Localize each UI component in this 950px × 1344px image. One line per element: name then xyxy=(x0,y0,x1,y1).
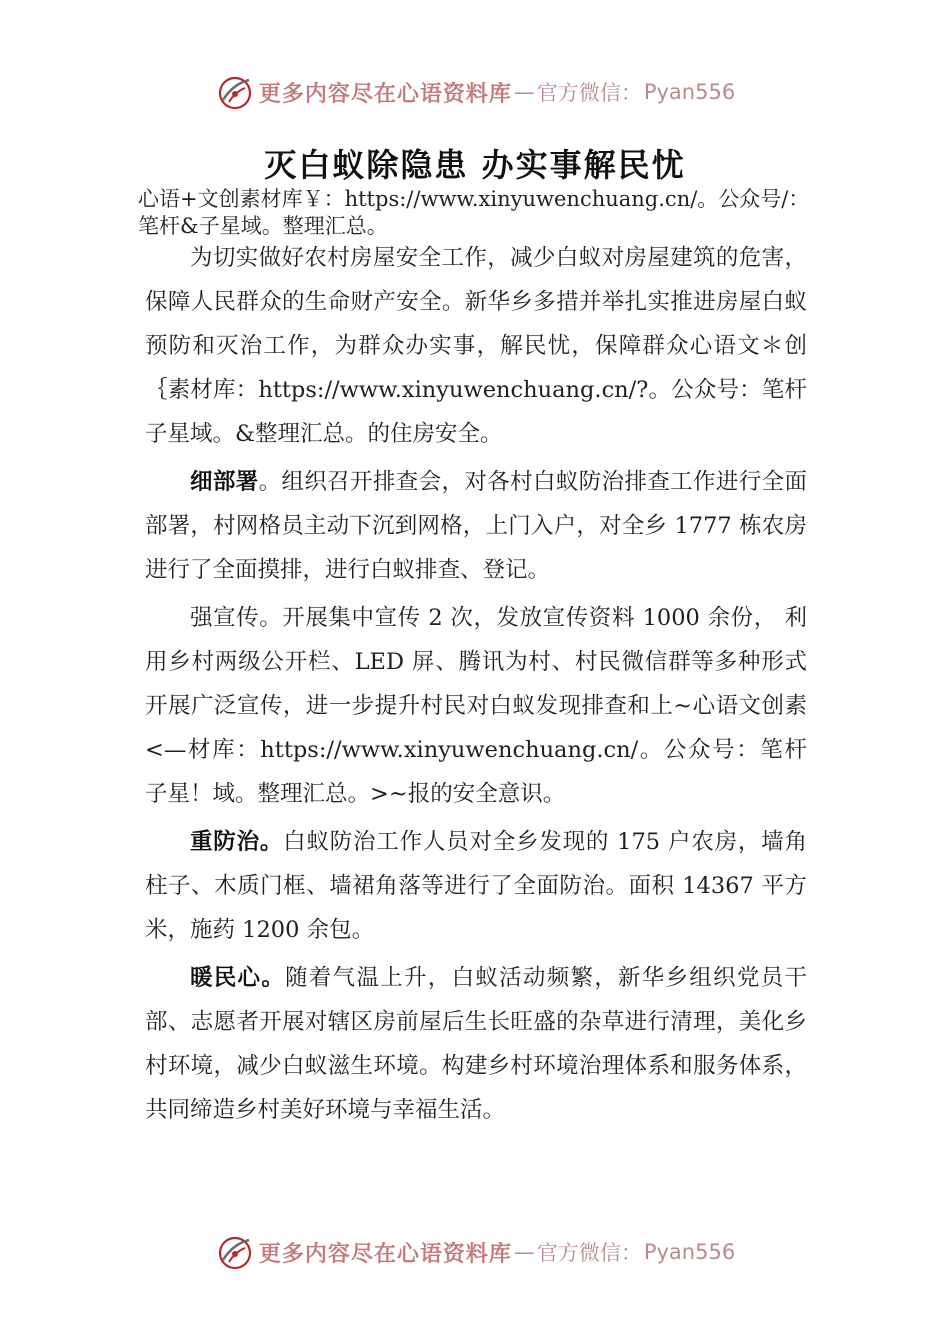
paragraph-intro xyxy=(145,236,807,456)
banner-dash: — xyxy=(513,80,535,104)
paragraph-lead: 重防治。 xyxy=(190,829,284,855)
paragraph-lead: 细部署 xyxy=(190,469,259,495)
paragraph-prevention xyxy=(145,820,807,952)
banner-wechat-label: 官方微信： xyxy=(536,1241,642,1265)
brand-logo-icon xyxy=(215,72,255,112)
paragraph-text: 随着气温上升，白蚁活动频繁，新华乡组织党员干部、志愿者开展对辖区房前屋后生长旺盛的杂草进行清理，美化乡村环境，减少白蚁滋生环境。构建乡村环境治理体系和服务体系，共同缔造乡村美好环境与幸福生活。 xyxy=(145,965,807,1123)
banner-dash: — xyxy=(513,1240,535,1264)
paragraph-lead: 暖民心。 xyxy=(190,965,286,991)
paragraph-text: 为切实做好农村房屋安全工作，减少白蚁对房屋建筑的危害，保障人民群众的生命财产安全。新华乡多措并举扎实推进房屋白蚁预防和灭治工作，为群众办实事，解民忧，保障群众心语文＊创｛素材库：https://www.xinyuwenchuang.cn/?。公众号：笔杆子星域。&整理汇总。的住房安全。 xyxy=(145,245,807,447)
document-title: 灭白蚁除隐患 办实事解民忧 xyxy=(264,146,686,184)
paragraph-publicity xyxy=(145,596,807,816)
header-watermark-banner xyxy=(0,70,950,114)
banner-wechat-label: 官方微信： xyxy=(536,81,642,105)
banner-wechat-id: Pyan556 xyxy=(643,80,736,104)
source-note: 心语+文创素材库￥：https://www.xinyuwenchuang.cn/。公众号/：笔杆&子星域。整理汇总。 xyxy=(138,187,810,238)
paragraph-text: 白蚁防治工作人员对全乡发现的 175 户农房，墙角柱子、木质门框、墙裙角落等进行了全面防治。面积 14367 平方米，施药 1200 余包。 xyxy=(145,829,807,943)
banner-brand-text: 更多内容尽在心语资料库 xyxy=(258,81,512,107)
banner-brand-text: 更多内容尽在心语资料库 xyxy=(258,1241,512,1267)
paragraph-text: 强宣传。开展集中宣传 2 次，发放宣传资料 1000 余份， 利用乡村两级公开栏、LED 屏、腾讯为村、村民微信群等多种形式开展广泛宣传，进一步提升村民对白蚁发现排查和上~心语文创素<—材库：https://www.xinyuwenchuang.cn/。公众号：笔杆子星！域。整理汇总。>~报的安全意识。 xyxy=(145,605,807,807)
paragraph-text: 。组织召开排查会，对各村白蚁防治排查工作进行全面部署，村网格员主动下沉到网格，上门入户，对全乡 1777 栋农房进行了全面摸排，进行白蚁排查、登记。 xyxy=(145,469,807,583)
paragraph-deployment xyxy=(145,460,807,592)
document-body xyxy=(145,236,807,1136)
banner-wechat-id: Pyan556 xyxy=(643,1240,736,1264)
paragraph-warm-hearts xyxy=(145,956,807,1132)
footer-watermark-banner xyxy=(0,1230,950,1274)
brand-logo-icon xyxy=(215,1232,255,1272)
